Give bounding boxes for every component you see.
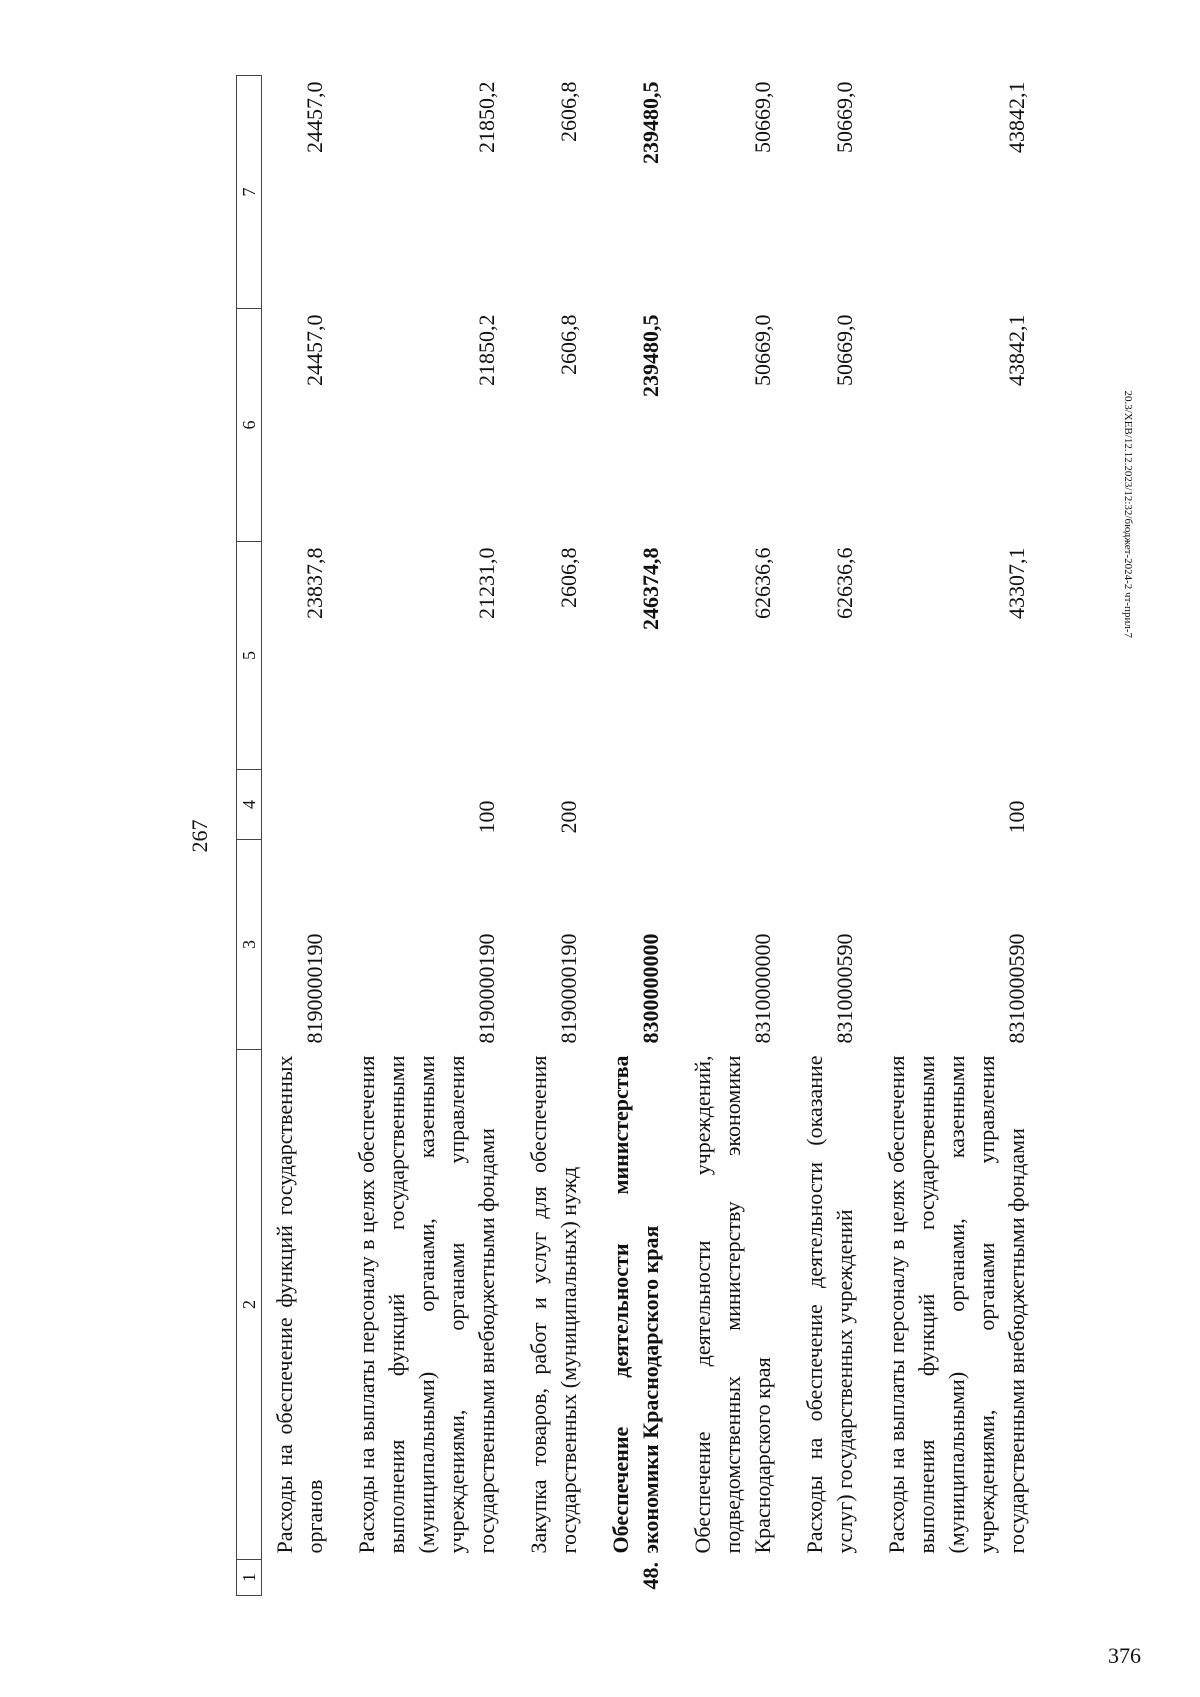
row-amount-col5: 246374,8	[638, 547, 663, 630]
row-amount-col5: 2606,8	[556, 547, 581, 608]
table-row	[874, 76, 1046, 1596]
row-amount-col6: 2606,8	[556, 314, 581, 375]
column-header: 4	[237, 770, 262, 840]
row-amount-col6: 239480,5	[638, 314, 663, 397]
row-index	[680, 1560, 792, 1596]
row-description: Расходы на выплаты персоналу в целях обеспечения выполнения функций государственными (муниципальными) органами, казенными учреждениями, органами управления государственными внебюджетными фондами	[884, 1055, 1029, 1554]
row-description: Расходы на обеспечение функций государственных органов	[272, 1055, 327, 1554]
row-amount-col6: 50669,0	[750, 314, 775, 386]
rotated-page-content	[180, 76, 1040, 1596]
row-description: Обеспечение деятельности учреждений, подведомственных министерству экономики Краснодарского края	[690, 1055, 775, 1554]
row-description: Расходы на выплаты персоналу в целях обеспечения выполнения функций государственными (муниципальными) органами, казенными учреждениями, органами управления государственными внебюджетными фондами	[354, 1055, 499, 1554]
row-description: Обеспечение деятельности министерства экономики Краснодарского края	[608, 1055, 663, 1554]
row-amount-col5: 62636,6	[750, 547, 775, 619]
row-amount-col6: 24457,0	[302, 314, 327, 386]
row-amount-col7: 239480,5	[638, 81, 663, 164]
row-index: 48.	[638, 1562, 663, 1590]
table-row	[344, 76, 516, 1596]
header-page-number: 267	[187, 819, 212, 853]
column-header: 2	[237, 1050, 262, 1560]
page-number: 376	[1108, 1643, 1141, 1668]
table-header-row	[237, 76, 262, 1596]
row-code: 8310000590	[832, 933, 857, 1044]
row-expense-type	[262, 770, 345, 840]
row-description: Закупка товаров, работ и услуг для обеспечения государственных (муниципальных) нужд	[526, 1055, 581, 1554]
column-header: 5	[237, 542, 262, 770]
column-header: 7	[237, 76, 262, 309]
row-description: Расходы на обеспечение деятельности (оказание услуг) государственных учреждений	[802, 1055, 857, 1554]
row-amount-col5: 62636,6	[832, 547, 857, 619]
row-amount-col5: 21231,0	[474, 547, 499, 619]
column-header: 3	[237, 840, 262, 1050]
row-expense-type: 200	[556, 800, 581, 834]
row-amount-col6: 43842,1	[1004, 314, 1029, 386]
row-amount-col7: 50669,0	[832, 81, 857, 153]
row-code: 8310000590	[1004, 933, 1029, 1044]
row-expense-type	[792, 770, 874, 840]
row-code: 8190000190	[474, 933, 499, 1044]
row-expense-type: 100	[1004, 800, 1029, 834]
row-amount-col7: 50669,0	[750, 81, 775, 153]
row-amount-col6: 21850,2	[474, 314, 499, 386]
row-amount-col7: 21850,2	[474, 81, 499, 153]
row-index	[792, 1560, 874, 1596]
table-row-section-48	[598, 76, 680, 1596]
row-code: 8300000000	[638, 933, 663, 1044]
row-index	[874, 1560, 1046, 1596]
row-index	[262, 1560, 345, 1596]
row-code: 8190000190	[556, 933, 581, 1044]
row-amount-col7: 24457,0	[302, 81, 327, 153]
row-amount-col7: 43842,1	[1004, 81, 1029, 153]
row-expense-type: 100	[474, 800, 499, 834]
row-expense-type	[598, 770, 680, 840]
row-index	[516, 1560, 598, 1596]
row-amount-col5: 23837,8	[302, 547, 327, 619]
document-stamp-code: 20.3/XEB/12.12.2023/12:32/бюджет-2024-2 чт-прил-7	[1122, 390, 1134, 638]
table-row	[516, 76, 598, 1596]
column-header: 6	[237, 309, 262, 542]
row-code: 8310000000	[750, 933, 775, 1044]
table-row	[680, 76, 792, 1596]
budget-table	[236, 75, 1046, 1596]
table-row	[792, 76, 874, 1596]
table-row	[262, 76, 345, 1596]
column-header: 1	[237, 1560, 262, 1596]
row-code: 8190000190	[302, 933, 327, 1044]
row-amount-col6: 50669,0	[832, 314, 857, 386]
row-expense-type	[680, 770, 792, 840]
row-amount-col7: 2606,8	[556, 81, 581, 142]
row-index	[344, 1560, 516, 1596]
row-amount-col5: 43307,1	[1004, 547, 1029, 619]
